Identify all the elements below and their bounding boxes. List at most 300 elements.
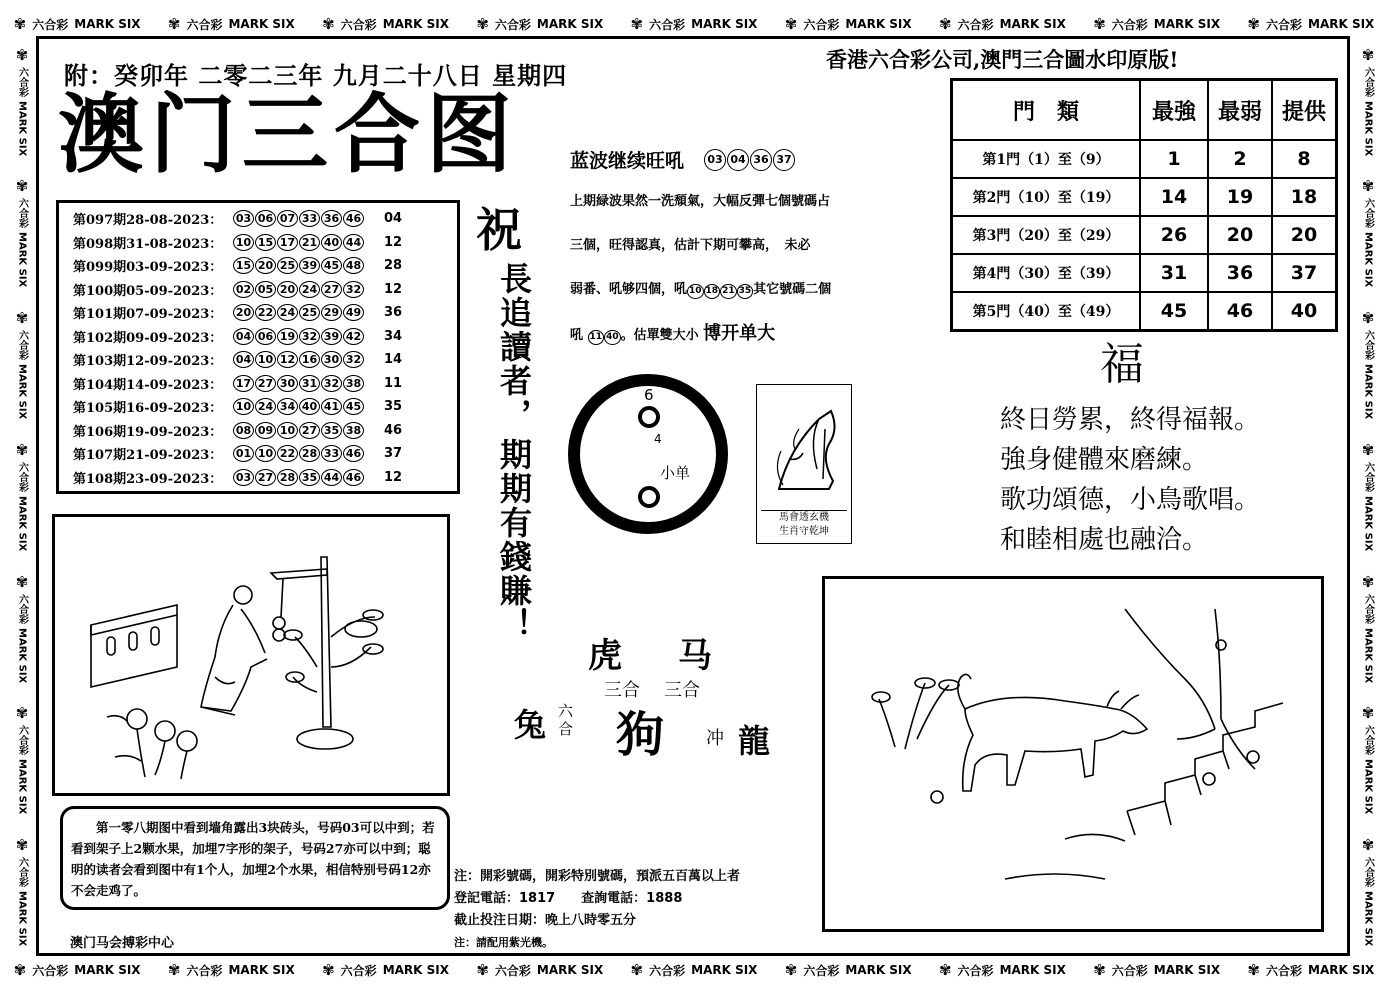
border-logo-text: 六合彩 (494, 963, 531, 978)
flower-icon: ✾ (13, 960, 27, 979)
border-logo-text: 六合彩 (1362, 461, 1374, 492)
para-ball: 10 (687, 284, 704, 299)
para-line4-b: 。估單雙大小 (620, 328, 699, 343)
number-ball: 10 (277, 422, 298, 439)
poem-line: 和睦相處也融洽。 (1000, 525, 1209, 555)
border-brand: MARK SIX (1362, 232, 1374, 288)
border-unit (1361, 572, 1376, 683)
border-logo-text: 六合彩 (340, 963, 377, 978)
border-logo-text: 六合彩 (494, 17, 531, 32)
number-ball: 04 (233, 351, 254, 368)
doors-cell-label: 第1門（1）至（9） (952, 140, 1141, 178)
border-brand: MARK SIX (228, 963, 295, 977)
para-line3-balls (687, 282, 753, 297)
number-ball: 30 (277, 375, 298, 392)
number-ball: 32 (299, 328, 320, 345)
history-row (73, 419, 457, 443)
border-brand: MARK SIX (16, 890, 28, 947)
number-ball: 39 (299, 257, 320, 274)
sanhe-label-2: 三合 (664, 680, 700, 701)
border-unit (785, 962, 912, 979)
special-number: 37 (383, 446, 403, 462)
border-unit (168, 16, 295, 33)
flower-icon: ✾ (630, 960, 644, 979)
border-unit (939, 16, 1066, 33)
number-ball: 03 (233, 469, 254, 486)
para-line4-ball: 11 (588, 330, 605, 345)
poem-line: 終日勞累，終得福報。 (1000, 405, 1261, 435)
doors-cell-label: 第3門（20）至（29） (952, 216, 1141, 254)
number-ball: 01 (233, 445, 254, 462)
flower-icon: ✾ (784, 14, 798, 33)
hint-circle (568, 374, 728, 534)
border-logo-text: 六合彩 (957, 963, 994, 978)
number-ball: 36 (321, 210, 342, 227)
number-ball: 34 (277, 398, 298, 415)
border-logo-text: 六合彩 (1362, 593, 1374, 624)
border-brand: MARK SIX (1153, 963, 1221, 977)
doors-cell-strong: 26 (1140, 216, 1208, 254)
border-logo-text: 六合彩 (16, 198, 28, 229)
doors-cell-provide: 18 (1272, 178, 1337, 216)
analysis-paragraph (570, 180, 900, 358)
border-logo-text: 六合彩 (803, 963, 840, 978)
border-brand: MARK SIX (536, 963, 604, 977)
number-ball: 27 (321, 281, 342, 298)
poem-line: 強身健體來磨練。 (1000, 445, 1209, 475)
history-row (73, 278, 457, 302)
border-unit (631, 16, 758, 33)
border-logo-text: 六合彩 (16, 66, 28, 97)
border-brand: MARK SIX (1153, 17, 1221, 31)
border-brand: MARK SIX (382, 17, 449, 31)
border-brand: MARK SIX (1362, 495, 1374, 552)
number-ball: 46 (343, 469, 364, 486)
history-label: 第105期16-09-2023： (73, 401, 223, 417)
history-row (73, 372, 457, 396)
flower-icon: ✾ (1093, 960, 1106, 979)
border-logo-text: 六合彩 (649, 17, 686, 32)
para-ball: 21 (720, 284, 737, 299)
flower-icon: ✾ (938, 14, 952, 33)
doors-cell-strong: 31 (1140, 254, 1208, 292)
history-balls (233, 351, 364, 368)
flower-icon: ✾ (15, 835, 29, 854)
history-label: 第098期31-08-2023： (73, 236, 223, 252)
border-logo-text: 六合彩 (1111, 963, 1148, 978)
number-ball: 19 (277, 328, 298, 345)
number-ball: 24 (255, 398, 276, 415)
flower-icon: ✾ (15, 45, 29, 64)
doors-cell-weak: 36 (1208, 254, 1272, 292)
border-brand: MARK SIX (1308, 963, 1375, 977)
history-balls (233, 375, 364, 392)
doors-cell-provide: 37 (1272, 254, 1337, 292)
number-ball: 20 (233, 304, 254, 321)
number-ball: 25 (277, 257, 298, 274)
border-unit (15, 835, 30, 947)
history-label: 第102期09-09-2023： (73, 330, 223, 346)
border-brand: MARK SIX (16, 100, 28, 156)
puzzle-hint-box: 第一零八期图中看到墙角露出3块砖头，号码03可以中到；若看到架子上2颗水果，加埋7字形的架子，号码27亦可以中到；聪明的读者会看到图中有1个人，加埋2个水果，相信特别号码12亦不会走鸡了。 (60, 806, 450, 910)
number-ball: 30 (321, 351, 342, 368)
number-ball: 20 (277, 281, 298, 298)
puzzle-picture-man (52, 514, 450, 796)
doors-cell-label: 第5門（40）至（49） (952, 292, 1141, 331)
number-ball: 07 (277, 210, 298, 227)
doors-cell-provide: 40 (1272, 292, 1337, 331)
para-ball: 18 (704, 284, 721, 299)
doors-cell-provide: 8 (1272, 140, 1337, 178)
flower-icon: ✾ (1247, 14, 1260, 33)
number-ball: 08 (233, 422, 254, 439)
number-ball: 49 (343, 304, 364, 321)
special-number: 35 (383, 399, 403, 415)
special-number: 28 (383, 258, 403, 274)
border-logo-text: 六合彩 (957, 17, 994, 32)
history-balls (233, 210, 364, 227)
number-ball: 24 (299, 281, 320, 298)
border-unit (1361, 179, 1376, 287)
note-line: 登記電話：1817 查詢電話：1888 (454, 891, 683, 906)
flower-icon: ✾ (1361, 440, 1375, 459)
poem-line: 歌功頌德，小鳥歌唱。 (1000, 485, 1261, 515)
sanhe-label-1: 三合 (604, 680, 640, 701)
number-ball: 35 (321, 422, 342, 439)
flower-icon: ✾ (1361, 309, 1375, 328)
number-ball: 10 (233, 234, 254, 251)
para-line4-a: 吼 (570, 328, 584, 343)
history-label: 第099期03-09-2023： (73, 260, 223, 276)
number-ball: 42 (343, 328, 364, 345)
history-label: 第100期05-09-2023： (73, 283, 223, 299)
number-ball: 35 (299, 469, 320, 486)
number-ball: 31 (299, 375, 320, 392)
circle-inner-number: 4 (654, 432, 662, 446)
number-ball: 44 (343, 234, 364, 251)
number-ball: 32 (343, 351, 364, 368)
para-line4-ball2: 40 (604, 330, 621, 345)
border-unit (1361, 835, 1376, 947)
number-ball: 46 (343, 210, 364, 227)
history-row (73, 325, 457, 349)
number-ball: 29 (321, 304, 342, 321)
number-ball: 17 (277, 234, 298, 251)
flower-icon: ✾ (15, 309, 29, 328)
doors-header-strong: 最強 (1140, 80, 1208, 141)
doors-row (952, 178, 1337, 216)
stamp-line1: 馬會透玄機 (779, 512, 829, 523)
border-logo-text: 六合彩 (186, 17, 223, 32)
border-brand: MARK SIX (1308, 17, 1375, 31)
border-unit (476, 16, 603, 33)
flower-icon: ✾ (476, 960, 489, 979)
border-unit (1093, 962, 1220, 979)
page-title: 澳门三合图 (58, 84, 518, 185)
flower-icon: ✾ (13, 14, 27, 33)
history-balls (233, 422, 364, 439)
history-balls (233, 445, 364, 462)
history-row (73, 301, 457, 325)
number-ball: 27 (299, 422, 320, 439)
border-unit (322, 16, 449, 33)
number-ball: 24 (277, 304, 298, 321)
number-ball: 38 (343, 422, 364, 439)
flower-icon: ✾ (167, 14, 181, 33)
circle-label: 小单 (660, 464, 691, 482)
number-ball: 33 (299, 210, 320, 227)
history-row (73, 395, 457, 419)
number-ball: 45 (321, 257, 342, 274)
border-logo-text: 六合彩 (16, 856, 28, 887)
special-number: 12 (383, 469, 403, 485)
border-brand: MARK SIX (74, 17, 141, 31)
border-logo-text: 六合彩 (16, 461, 28, 492)
border-unit (1361, 45, 1376, 156)
border-logo-text: 六合彩 (1265, 963, 1302, 978)
special-number: 36 (383, 305, 403, 321)
flower-icon: ✾ (322, 960, 335, 979)
number-ball: 38 (343, 375, 364, 392)
border-brand: MARK SIX (382, 963, 449, 977)
number-ball: 40 (299, 398, 320, 415)
number-ball: 03 (233, 210, 254, 227)
zodiac-tiger: 虎 (588, 636, 622, 676)
doors-cell-weak: 46 (1208, 292, 1272, 331)
flower-icon: ✾ (15, 440, 29, 459)
number-ball: 27 (255, 375, 276, 392)
doors-header-category: 門 類 (952, 80, 1141, 141)
zodiac-dragon: 龍 (738, 722, 771, 760)
para-line1: 上期緑波果然一洗頹氣，大幅反彈七個號碼占 (570, 194, 831, 209)
history-label: 第101期07-09-2023： (73, 307, 223, 323)
special-number: 46 (383, 422, 403, 438)
doors-cell-weak: 20 (1208, 216, 1272, 254)
man-rack-illustration-icon (55, 517, 447, 793)
special-number: 14 (383, 352, 403, 368)
border-unit (322, 962, 449, 979)
number-ball: 28 (277, 469, 298, 486)
circle-ring-bottom-icon (638, 486, 660, 508)
liuhe-top: 六 (558, 702, 574, 720)
flower-icon: ✾ (15, 704, 29, 723)
flower-icon: ✾ (1247, 960, 1260, 979)
headline-ball: 03 (704, 149, 726, 171)
number-ball: 41 (321, 398, 342, 415)
border-logo-text: 六合彩 (16, 725, 28, 756)
border-logo-text: 六合彩 (1111, 17, 1148, 32)
flower-icon: ✾ (1361, 177, 1375, 196)
doors-row (952, 140, 1337, 178)
number-ball: 32 (343, 281, 364, 298)
circle-ring-top-icon (638, 406, 660, 428)
flower-icon: ✾ (1361, 572, 1375, 591)
border-unit (1361, 311, 1376, 419)
doors-row (952, 254, 1337, 292)
number-ball: 15 (255, 234, 276, 251)
para-ball: 35 (737, 284, 754, 299)
circle-top-number: 6 (644, 386, 654, 404)
number-ball: 44 (321, 469, 342, 486)
special-number: 12 (383, 234, 403, 250)
left-border-band (4, 36, 40, 958)
draw-history-box (56, 200, 460, 494)
doors-cell-label: 第4門（30）至（39） (952, 254, 1141, 292)
right-border-band (1350, 36, 1386, 958)
border-logo-text: 六合彩 (16, 330, 28, 361)
footer-notes (454, 866, 740, 954)
para-line4-c: 博开单大 (703, 323, 776, 344)
chong-label: 冲 (706, 728, 724, 749)
para-line3 (570, 268, 900, 312)
doors-cell-strong: 1 (1140, 140, 1208, 178)
number-ball: 21 (299, 234, 320, 251)
zodiac-rabbit: 兔 (514, 706, 547, 744)
number-ball: 48 (343, 257, 364, 274)
border-logo-text: 六合彩 (1362, 198, 1374, 229)
border-unit (15, 45, 30, 156)
number-ball: 06 (255, 210, 276, 227)
flower-icon: ✾ (938, 960, 952, 979)
headline-ball: 36 (750, 149, 772, 171)
headline-ball: 04 (727, 149, 749, 171)
number-ball: 22 (277, 445, 298, 462)
border-unit (15, 311, 30, 419)
note-line: 注：開彩號碼，開彩特別號碼，預派五百萬以上者 (454, 869, 741, 884)
history-label: 第108期23-09-2023： (73, 471, 223, 487)
number-ball: 22 (255, 304, 276, 321)
blessing-line1: 長追讀者， (495, 262, 533, 432)
history-row (73, 254, 457, 278)
special-number: 04 (383, 211, 403, 227)
history-row (73, 442, 457, 466)
doors-header-row (952, 80, 1337, 141)
history-balls (233, 398, 364, 415)
border-unit (1247, 962, 1374, 979)
number-ball: 39 (321, 328, 342, 345)
border-unit (15, 440, 30, 552)
history-row (73, 348, 457, 372)
note-line: 截止投注日期：晚上八時零五分 (454, 913, 637, 928)
poem-title: 福 (1100, 339, 1144, 390)
border-logo-text: 六合彩 (32, 17, 69, 32)
stamp-line2: 生肖守乾坤 (779, 526, 829, 537)
border-brand: MARK SIX (16, 759, 28, 815)
number-ball: 28 (299, 445, 320, 462)
history-balls (233, 281, 364, 298)
flower-icon: ✾ (167, 960, 181, 979)
border-logo-text: 六合彩 (186, 963, 223, 978)
history-row (73, 207, 457, 231)
doors-row (952, 292, 1337, 331)
border-brand: MARK SIX (1362, 100, 1374, 156)
border-logo-text: 六合彩 (1265, 17, 1302, 32)
para-line3-b: 其它號碼二個 (753, 282, 832, 297)
number-ball: 04 (233, 328, 254, 345)
para-line2: 三個，旺得認真，估計下期可攀高， 未必 (570, 238, 811, 253)
history-label: 第104期14-09-2023： (73, 377, 223, 393)
number-ball: 09 (255, 422, 276, 439)
border-unit (1247, 16, 1374, 33)
history-balls (233, 304, 364, 321)
border-brand: MARK SIX (74, 963, 141, 977)
history-row (73, 466, 457, 490)
flower-icon: ✾ (15, 572, 29, 591)
doors-cell-strong: 14 (1140, 178, 1208, 216)
history-balls (233, 234, 364, 251)
flower-icon: ✾ (630, 14, 644, 33)
border-unit (15, 179, 30, 287)
border-unit (476, 962, 603, 979)
border-unit (14, 962, 141, 979)
number-ball: 20 (255, 257, 276, 274)
doors-row (952, 216, 1337, 254)
bull-tree-illustration-icon (825, 579, 1321, 929)
number-ball: 06 (255, 328, 276, 345)
horse-stamp (756, 384, 852, 544)
flower-icon: ✾ (322, 14, 335, 33)
border-brand: MARK SIX (1362, 364, 1374, 420)
number-ball: 10 (255, 445, 276, 462)
border-unit (168, 962, 295, 979)
border-brand: MARK SIX (845, 17, 912, 31)
border-brand: MARK SIX (16, 495, 28, 552)
flower-icon: ✾ (1361, 835, 1375, 854)
border-unit (15, 706, 30, 814)
special-number: 34 (383, 328, 403, 344)
history-label: 第107期21-09-2023： (73, 448, 223, 464)
number-ball: 40 (321, 234, 342, 251)
border-unit (1093, 16, 1220, 33)
border-logo-text: 六合彩 (16, 593, 28, 624)
doors-header-weak: 最弱 (1208, 80, 1272, 141)
doors-cell-weak: 2 (1208, 140, 1272, 178)
border-unit (785, 16, 912, 33)
number-ball: 17 (233, 375, 254, 392)
horse-head-illustration-icon (759, 389, 849, 509)
number-ball: 33 (321, 445, 342, 462)
number-ball: 05 (255, 281, 276, 298)
flower-icon: ✾ (784, 960, 798, 979)
note-line: 注：請配用紫光機。 (454, 936, 553, 949)
doors-cell-provide: 20 (1272, 216, 1337, 254)
history-balls (233, 257, 364, 274)
border-brand: MARK SIX (1362, 627, 1374, 683)
flower-icon: ✾ (1093, 14, 1106, 33)
number-ball: 32 (321, 375, 342, 392)
history-balls (233, 469, 364, 486)
flower-icon: ✾ (1361, 704, 1375, 723)
border-logo-text: 六合彩 (1362, 856, 1374, 887)
date-line: 附：癸卯年 二零二三年 九月二十八日 星期四 (64, 61, 568, 90)
border-logo-text: 六合彩 (1362, 330, 1374, 361)
number-ball: 12 (277, 351, 298, 368)
number-ball: 15 (233, 257, 254, 274)
border-brand: MARK SIX (16, 364, 28, 420)
border-brand: MARK SIX (16, 627, 28, 683)
border-brand: MARK SIX (16, 232, 28, 288)
doors-table (950, 78, 1338, 332)
footer-center-name: 澳门马会搏彩中心 (70, 936, 175, 951)
number-ball: 27 (255, 469, 276, 486)
special-number: 12 (383, 281, 403, 297)
number-ball: 10 (233, 398, 254, 415)
number-ball: 16 (299, 351, 320, 368)
doors-header-provide: 提供 (1272, 80, 1337, 141)
number-ball: 10 (255, 351, 276, 368)
middle-headline (570, 146, 795, 173)
border-unit (1361, 440, 1376, 552)
